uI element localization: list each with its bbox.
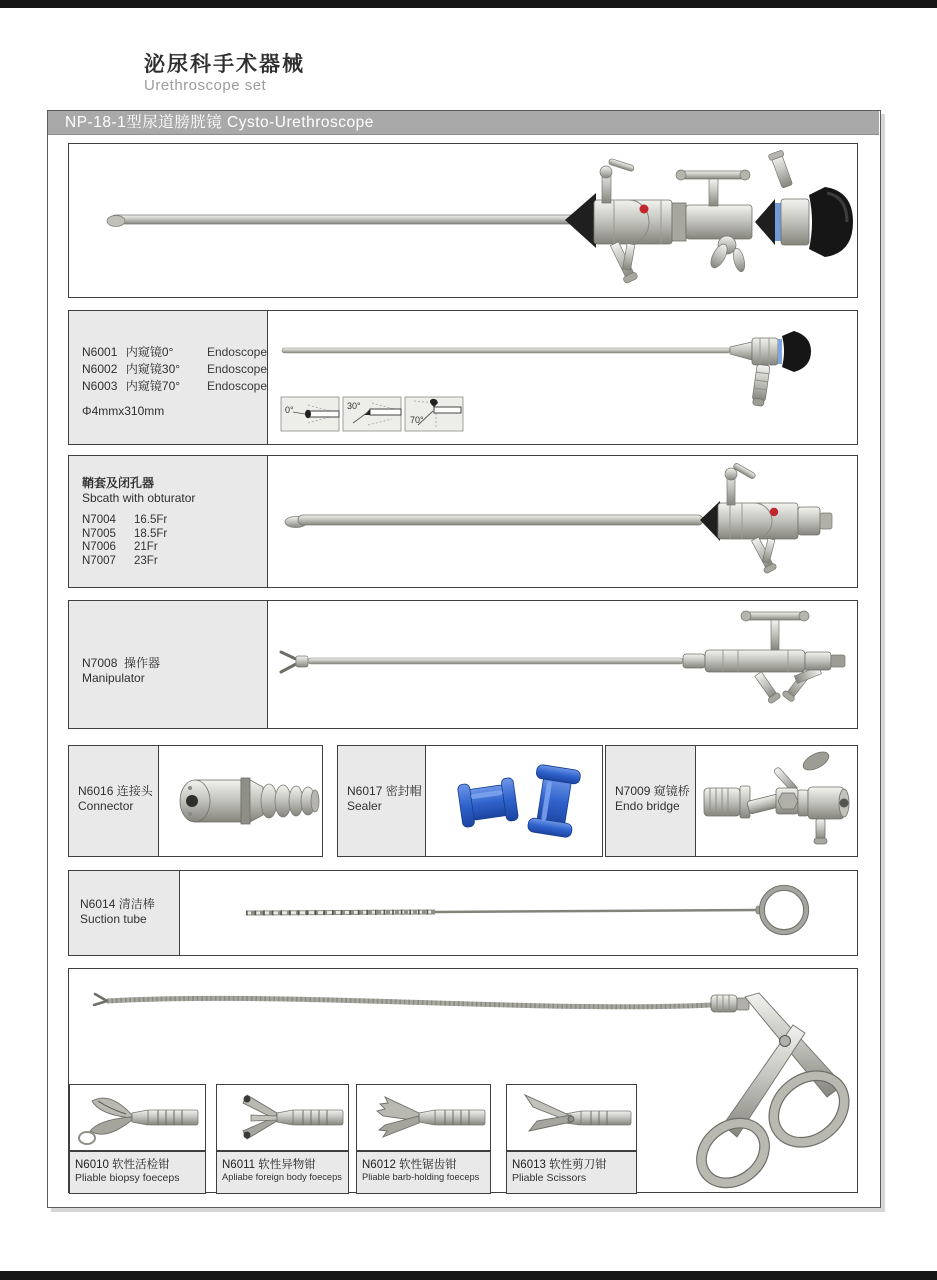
connector-title: [78, 784, 158, 799]
product-code: N7008: [82, 656, 118, 670]
suction-tube-box: [68, 870, 858, 956]
product-code: N6002: [82, 362, 118, 376]
forceps-label: [356, 1151, 491, 1194]
product-name-en: Endoscope: [206, 362, 267, 376]
product-name-zh: 内窥镜30°: [125, 362, 181, 376]
product-name-en: Pliable biopsy foeceps: [75, 1172, 180, 1184]
connector-name-en: Connector: [78, 799, 134, 813]
angle-label: 70°: [410, 415, 424, 425]
product-name-zh: 软性锯齿钳: [399, 1159, 457, 1171]
sheath-box: [68, 455, 858, 588]
product-name-en: Pliable Scissors: [512, 1172, 587, 1184]
product-name-zh: 内窥镜70°: [125, 379, 181, 393]
product-name-en: Pliable barb-holding foeceps: [362, 1172, 480, 1182]
product-name-zh: 密封帽: [385, 784, 422, 798]
sealer-title: [347, 784, 425, 799]
sheath-image-area: [268, 456, 857, 587]
sealer-cap-left: [457, 777, 518, 827]
sheath-label-panel: [69, 456, 268, 587]
angle-diagram-70: [405, 397, 463, 431]
product-code: N7005: [82, 527, 116, 540]
manipulator-label-panel: [69, 601, 268, 728]
suction-tube-image-area: [180, 871, 857, 955]
biopsy-tip-box: [69, 1084, 206, 1151]
product-code: N7004: [82, 514, 116, 526]
endoscope-label-panel: [69, 311, 268, 444]
angle-diagram-0: [281, 397, 339, 431]
section-header-bar: [48, 111, 879, 135]
product-code: N6001: [82, 345, 118, 359]
biopsy-tip-image: [70, 1085, 205, 1150]
sheath-size-row: [82, 528, 267, 542]
barb-holding-tip-image: [357, 1085, 490, 1150]
endoscope-row: [82, 378, 267, 395]
main-product-box: [68, 143, 858, 298]
page-title: 泌尿科手术器械: [144, 53, 305, 76]
suction-tube-image: [180, 871, 857, 955]
foreign-body-tip-image: [217, 1085, 348, 1150]
cysto-urethroscope-image: [69, 144, 857, 297]
product-name-zh: 软性异物钳: [258, 1159, 316, 1171]
suction-tube-title: [80, 897, 179, 912]
product-code: N6003: [82, 379, 118, 393]
endo-bridge-label-panel: [606, 746, 696, 856]
product-size: 23Fr: [134, 554, 158, 567]
sealer-cap-right: [527, 764, 581, 838]
suction-tube-label-panel: [69, 871, 180, 955]
product-code: N6013: [512, 1159, 546, 1171]
product-name-zh: 软性剪刀钳: [549, 1159, 607, 1171]
endo-bridge-image: [696, 746, 857, 856]
sheath-size-row: [82, 555, 267, 569]
product-code: N6014: [80, 897, 116, 911]
forceps-label: [216, 1151, 349, 1194]
bottom-black-bar: [0, 1271, 937, 1280]
connector-image: [159, 746, 322, 856]
endoscope-image-area: [268, 311, 857, 444]
product-name-zh: 操作器: [124, 656, 161, 670]
manipulator-image: [268, 601, 857, 728]
manipulator-image-area: [268, 601, 857, 728]
sealer-label-panel: [338, 746, 426, 856]
scissors-tip-box: [506, 1084, 637, 1151]
forceps-label: [506, 1151, 637, 1194]
endo-bridge-image-area: [696, 746, 857, 856]
connector-box: [68, 745, 323, 857]
sealer-name-en: Sealer: [347, 799, 382, 813]
product-name-zh: 窥镜桥: [653, 784, 690, 798]
endoscope-box: [68, 310, 858, 445]
product-name-zh: 连接头: [116, 784, 153, 798]
sheath-size-row: [82, 541, 267, 555]
page-subtitle: Urethroscope set: [144, 77, 267, 94]
connector-label-panel: [69, 746, 159, 856]
forceps-box: [68, 968, 858, 1193]
sheath-name-zh: 鞘套及闭孔器: [82, 476, 155, 490]
connector-image-area: [159, 746, 322, 856]
suction-tube-name-en: Suction tube: [80, 912, 147, 926]
product-size: 16.5Fr: [134, 514, 168, 526]
sheath-image: [268, 456, 857, 587]
sealer-box: [337, 745, 603, 857]
endoscope-spec: Φ4mmx310mm: [82, 404, 165, 418]
manipulator-box: [68, 600, 858, 729]
product-code: N6010: [75, 1159, 109, 1171]
section-header-text: NP-18-1型尿道膀胱镜 Cysto-Urethroscope: [65, 114, 374, 131]
product-name-en: Endoscope: [206, 345, 267, 359]
product-name-zh: 清洁棒: [118, 897, 155, 911]
product-code: N7006: [82, 541, 116, 553]
product-name-en: Endoscope: [206, 379, 267, 393]
sheath-name-en: Sbcath with obturator: [82, 491, 196, 505]
product-code: N6011: [222, 1159, 256, 1171]
product-code: N7009: [615, 784, 651, 798]
sheath-size-row: [82, 514, 267, 528]
endoscope-image: [268, 311, 857, 444]
sealer-image: [426, 746, 602, 856]
manipulator-title: [82, 654, 267, 671]
top-black-bar: [0, 0, 937, 8]
sealer-image-area: [426, 746, 602, 856]
endoscope-row: [82, 344, 267, 361]
product-code: N6012: [362, 1159, 396, 1171]
angle-label: 30°: [347, 401, 361, 411]
endoscope-row: [82, 361, 267, 378]
product-name-zh: 内窥镜0°: [125, 345, 174, 359]
product-name-en: Apliabe foreign body foeceps: [222, 1172, 342, 1182]
foreign-body-tip-box: [216, 1084, 349, 1151]
endo-bridge-name-en: Endo bridge: [615, 799, 680, 813]
endo-bridge-title: [615, 784, 695, 799]
product-size: 21Fr: [134, 541, 158, 553]
forceps-label: [69, 1151, 206, 1194]
product-code: N6017: [347, 784, 383, 798]
product-code: N6016: [78, 784, 114, 798]
barb-holding-tip-box: [356, 1084, 491, 1151]
angle-label: 0°: [285, 405, 294, 415]
product-size: 18.5Fr: [134, 527, 168, 540]
product-code: N7007: [82, 554, 116, 567]
scissors-tip-image: [507, 1085, 636, 1150]
manipulator-name-en: Manipulator: [82, 671, 145, 685]
product-name-zh: 软性活检钳: [112, 1159, 170, 1171]
endo-bridge-box: [605, 745, 858, 857]
angle-diagram-30: [343, 397, 401, 431]
